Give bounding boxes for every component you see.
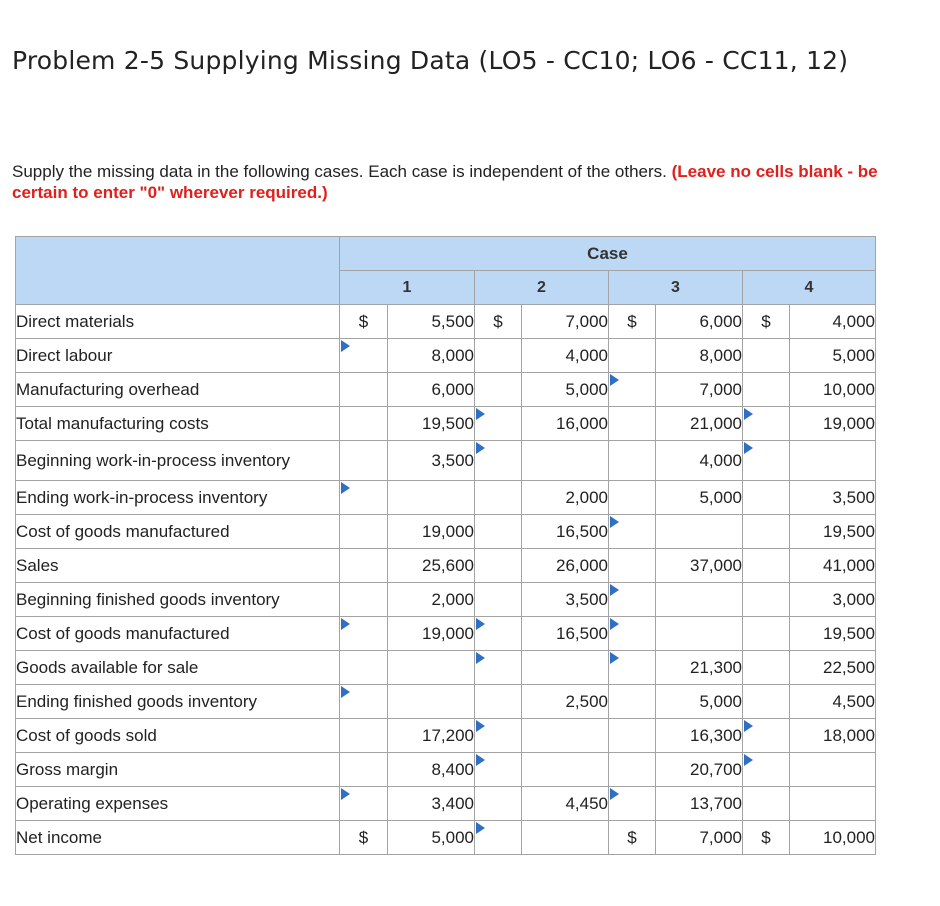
- table-row: [16, 305, 876, 339]
- dropdown-arrow-icon[interactable]: [610, 618, 619, 630]
- table-row: [16, 373, 876, 407]
- dropdown-arrow-icon[interactable]: [610, 374, 619, 386]
- row-label: Goods available for sale: [16, 651, 340, 685]
- value-cell-case-1[interactable]: 8,400: [388, 753, 475, 787]
- dropdown-arrow-icon[interactable]: [610, 788, 619, 800]
- row-label: Gross margin: [16, 753, 340, 787]
- row-label: Ending finished goods inventory: [16, 685, 340, 719]
- value-cell-case-2[interactable]: 3,500: [522, 583, 609, 617]
- dropdown-arrow-icon[interactable]: [341, 618, 350, 630]
- value-cell-case-4[interactable]: 19,500: [790, 617, 876, 651]
- value-cell-case-3[interactable]: 37,000: [656, 549, 743, 583]
- currency-cell: [475, 617, 522, 651]
- dropdown-arrow-icon[interactable]: [476, 408, 485, 420]
- case-header: Case: [340, 237, 876, 271]
- case-number-1: 1: [340, 271, 475, 305]
- value-cell-case-4[interactable]: 3,000: [790, 583, 876, 617]
- value-cell-case-1[interactable]: 3,500: [388, 441, 475, 481]
- currency-cell: [340, 339, 388, 373]
- value-cell-case-2[interactable]: 16,000: [522, 407, 609, 441]
- row-label: Ending work-in-process inventory: [16, 481, 340, 515]
- currency-cell: [609, 617, 656, 651]
- dropdown-arrow-icon[interactable]: [341, 482, 350, 494]
- currency-cell: [475, 821, 522, 855]
- row-label: Net income: [16, 821, 340, 855]
- value-cell-case-1[interactable]: 19,000: [388, 617, 475, 651]
- dollar-sign: $: [493, 311, 503, 331]
- row-label: Beginning work-in-process inventory: [16, 441, 340, 481]
- instructions-text: Supply the missing data in the following cases. Each case is independent of the others.: [12, 162, 667, 181]
- currency-cell: [609, 583, 656, 617]
- currency-cell: [743, 719, 790, 753]
- dropdown-arrow-icon[interactable]: [610, 516, 619, 528]
- dollar-sign: $: [761, 311, 771, 331]
- row-label: Beginning finished goods inventory: [16, 583, 340, 617]
- value-cell-case-1[interactable]: [388, 481, 475, 515]
- currency-cell: [743, 305, 790, 339]
- value-cell-case-2[interactable]: [522, 719, 609, 753]
- value-cell-case-3[interactable]: 8,000: [656, 339, 743, 373]
- currency-cell: [743, 617, 790, 651]
- table-row: [16, 685, 876, 719]
- row-label: Cost of goods manufactured: [16, 617, 340, 651]
- table-row: [16, 549, 876, 583]
- case-number-3: 3: [609, 271, 743, 305]
- currency-cell: [340, 753, 388, 787]
- value-cell-case-2[interactable]: [522, 651, 609, 685]
- value-cell-case-1[interactable]: [388, 651, 475, 685]
- row-label: Direct labour: [16, 339, 340, 373]
- value-cell-case-2[interactable]: [522, 821, 609, 855]
- currency-cell: [475, 407, 522, 441]
- dropdown-arrow-icon[interactable]: [341, 788, 350, 800]
- table-row: [16, 441, 876, 481]
- currency-cell: [475, 685, 522, 719]
- currency-cell: [743, 821, 790, 855]
- table-row: [16, 753, 876, 787]
- value-cell-case-3[interactable]: 7,000: [656, 821, 743, 855]
- value-cell-case-4[interactable]: 4,500: [790, 685, 876, 719]
- currency-cell: [609, 753, 656, 787]
- dollar-sign: $: [761, 827, 771, 847]
- case-number-2: 2: [475, 271, 609, 305]
- currency-cell: [475, 441, 522, 481]
- dollar-sign: $: [358, 311, 369, 331]
- currency-cell: [609, 787, 656, 821]
- value-cell-case-1[interactable]: 17,200: [388, 719, 475, 753]
- currency-cell: [475, 481, 522, 515]
- value-cell-case-2[interactable]: 16,500: [522, 617, 609, 651]
- currency-cell: [475, 651, 522, 685]
- currency-cell: [609, 549, 656, 583]
- table-row: [16, 407, 876, 441]
- value-cell-case-4[interactable]: 3,500: [790, 481, 876, 515]
- dropdown-arrow-icon[interactable]: [476, 720, 485, 732]
- currency-cell: [609, 685, 656, 719]
- currency-cell: [609, 821, 656, 855]
- dropdown-arrow-icon[interactable]: [744, 720, 753, 732]
- value-cell-case-3[interactable]: 16,300: [656, 719, 743, 753]
- value-cell-case-4[interactable]: [790, 753, 876, 787]
- table-row: [16, 787, 876, 821]
- value-cell-case-1[interactable]: 25,600: [388, 549, 475, 583]
- value-cell-case-4[interactable]: [790, 441, 876, 481]
- row-label: Direct materials: [16, 305, 340, 339]
- currency-cell: [609, 339, 656, 373]
- currency-cell: [475, 753, 522, 787]
- currency-cell: [609, 407, 656, 441]
- currency-cell: [743, 407, 790, 441]
- value-cell-case-1[interactable]: 5,000: [388, 821, 475, 855]
- currency-cell: [340, 481, 388, 515]
- table-row: [16, 481, 876, 515]
- dropdown-arrow-icon[interactable]: [476, 822, 485, 834]
- value-cell-case-1[interactable]: 19,500: [388, 407, 475, 441]
- value-cell-case-3[interactable]: 5,000: [656, 685, 743, 719]
- currency-cell: [609, 651, 656, 685]
- dropdown-arrow-icon[interactable]: [744, 442, 753, 454]
- value-cell-case-2[interactable]: [522, 753, 609, 787]
- value-cell-case-4[interactable]: 22,500: [790, 651, 876, 685]
- value-cell-case-3[interactable]: [656, 617, 743, 651]
- dropdown-arrow-icon[interactable]: [476, 754, 485, 766]
- value-cell-case-3[interactable]: 13,700: [656, 787, 743, 821]
- row-label: Cost of goods manufactured: [16, 515, 340, 549]
- row-label: Operating expenses: [16, 787, 340, 821]
- row-label: Cost of goods sold: [16, 719, 340, 753]
- currency-cell: [743, 515, 790, 549]
- dropdown-arrow-icon[interactable]: [610, 652, 619, 664]
- value-cell-case-4[interactable]: 10,000: [790, 373, 876, 407]
- currency-cell: [743, 481, 790, 515]
- table-row: [16, 339, 876, 373]
- value-cell-case-3[interactable]: 20,700: [656, 753, 743, 787]
- currency-cell: [743, 685, 790, 719]
- currency-cell: [340, 305, 388, 339]
- value-cell-case-2[interactable]: 4,000: [522, 339, 609, 373]
- value-cell-case-4[interactable]: 19,500: [790, 515, 876, 549]
- value-cell-case-4[interactable]: 19,000: [790, 407, 876, 441]
- value-cell-case-4[interactable]: 10,000: [790, 821, 876, 855]
- case-number-4: 4: [743, 271, 876, 305]
- currency-cell: [743, 441, 790, 481]
- row-label: Total manufacturing costs: [16, 407, 340, 441]
- currency-cell: [609, 441, 656, 481]
- dropdown-arrow-icon[interactable]: [341, 686, 350, 698]
- dropdown-arrow-icon[interactable]: [744, 754, 753, 766]
- currency-cell: [609, 373, 656, 407]
- value-cell-case-3[interactable]: 21,300: [656, 651, 743, 685]
- currency-cell: [340, 373, 388, 407]
- value-cell-case-4[interactable]: 4,000: [790, 305, 876, 339]
- value-cell-case-1[interactable]: 6,000: [388, 373, 475, 407]
- value-cell-case-1[interactable]: [388, 685, 475, 719]
- value-cell-case-4[interactable]: [790, 787, 876, 821]
- value-cell-case-2[interactable]: 5,000: [522, 373, 609, 407]
- dropdown-arrow-icon[interactable]: [610, 584, 619, 596]
- currency-cell: [475, 549, 522, 583]
- value-cell-case-3[interactable]: 5,000: [656, 481, 743, 515]
- currency-cell: [340, 685, 388, 719]
- value-cell-case-2[interactable]: 2,500: [522, 685, 609, 719]
- currency-cell: [743, 339, 790, 373]
- currency-cell: [475, 373, 522, 407]
- currency-cell: [743, 787, 790, 821]
- value-cell-case-3[interactable]: 21,000: [656, 407, 743, 441]
- value-cell-case-4[interactable]: 41,000: [790, 549, 876, 583]
- currency-cell: [340, 549, 388, 583]
- dropdown-arrow-icon[interactable]: [476, 442, 485, 454]
- currency-cell: [340, 515, 388, 549]
- value-cell-case-1[interactable]: 19,000: [388, 515, 475, 549]
- dropdown-arrow-icon[interactable]: [744, 408, 753, 420]
- table-row: [16, 821, 876, 855]
- dollar-sign: $: [358, 827, 369, 847]
- value-cell-case-1[interactable]: 3,400: [388, 787, 475, 821]
- row-label: Manufacturing overhead: [16, 373, 340, 407]
- value-cell-case-3[interactable]: 4,000: [656, 441, 743, 481]
- table-row: [16, 617, 876, 651]
- currency-cell: [475, 583, 522, 617]
- value-cell-case-3[interactable]: [656, 515, 743, 549]
- missing-data-table: [15, 236, 876, 855]
- row-label: Sales: [16, 549, 340, 583]
- value-cell-case-1[interactable]: 8,000: [388, 339, 475, 373]
- value-cell-case-3[interactable]: 7,000: [656, 373, 743, 407]
- value-cell-case-3[interactable]: [656, 583, 743, 617]
- instructions-note: (Leave no cells blank - be certain to enter "0" wherever required.): [12, 162, 878, 202]
- currency-cell: [743, 753, 790, 787]
- currency-cell: [340, 719, 388, 753]
- currency-cell: [743, 651, 790, 685]
- value-cell-case-2[interactable]: 26,000: [522, 549, 609, 583]
- table-row: [16, 515, 876, 549]
- value-cell-case-1[interactable]: 2,000: [388, 583, 475, 617]
- currency-cell: [743, 373, 790, 407]
- dropdown-arrow-icon[interactable]: [476, 618, 485, 630]
- currency-cell: [340, 617, 388, 651]
- currency-cell: [609, 481, 656, 515]
- page-title: Problem 2-5 Supplying Missing Data (LO5 - CC10; LO6 - CC11, 12): [12, 46, 849, 75]
- currency-cell: [340, 407, 388, 441]
- currency-cell: [340, 441, 388, 481]
- value-cell-case-2[interactable]: 4,450: [522, 787, 609, 821]
- value-cell-case-2[interactable]: 2,000: [522, 481, 609, 515]
- currency-cell: [340, 787, 388, 821]
- instructions: [12, 161, 937, 203]
- table-row: [16, 651, 876, 685]
- value-cell-case-3[interactable]: 6,000: [656, 305, 743, 339]
- currency-cell: [340, 583, 388, 617]
- dollar-sign: $: [627, 311, 637, 331]
- currency-cell: [475, 515, 522, 549]
- currency-cell: [743, 583, 790, 617]
- value-cell-case-2[interactable]: 16,500: [522, 515, 609, 549]
- currency-cell: [609, 719, 656, 753]
- table-row: [16, 719, 876, 753]
- currency-cell: [475, 305, 522, 339]
- currency-cell: [609, 515, 656, 549]
- currency-cell: [475, 719, 522, 753]
- currency-cell: [609, 305, 656, 339]
- value-cell-case-4[interactable]: 5,000: [790, 339, 876, 373]
- currency-cell: [475, 339, 522, 373]
- value-cell-case-2[interactable]: 7,000: [522, 305, 609, 339]
- value-cell-case-2[interactable]: [522, 441, 609, 481]
- currency-cell: [340, 821, 388, 855]
- header-blank: [16, 237, 340, 305]
- currency-cell: [475, 787, 522, 821]
- currency-cell: [340, 651, 388, 685]
- currency-cell: [743, 549, 790, 583]
- dropdown-arrow-icon[interactable]: [341, 340, 350, 352]
- dollar-sign: $: [627, 827, 637, 847]
- dropdown-arrow-icon[interactable]: [476, 652, 485, 664]
- value-cell-case-1[interactable]: 5,500: [388, 305, 475, 339]
- value-cell-case-4[interactable]: 18,000: [790, 719, 876, 753]
- table-row: [16, 583, 876, 617]
